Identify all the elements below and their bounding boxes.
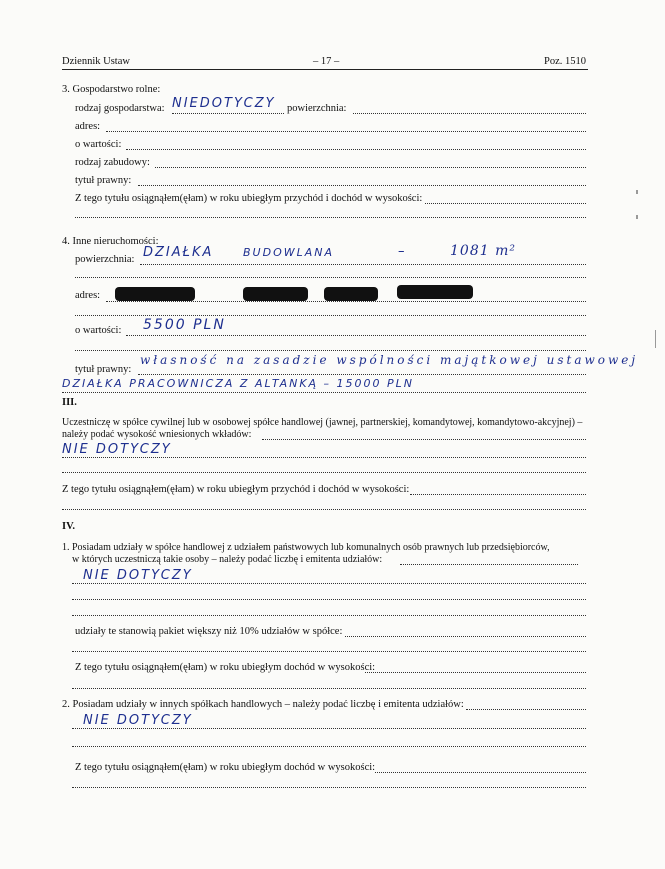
- farm-value-label: o wartości:: [75, 139, 122, 150]
- scan-mark: [655, 330, 656, 348]
- partnership-line: [262, 438, 586, 440]
- scan-mark: [636, 215, 638, 219]
- shares-2-value[interactable]: NIE DOTYCZY: [83, 713, 193, 728]
- farm-area-label: powierzchnia:: [287, 103, 347, 114]
- farm-type-value[interactable]: NIEDOTYCZY: [172, 96, 276, 111]
- shares-2-income-line-2[interactable]: [72, 786, 586, 788]
- property-extra-underline: [62, 391, 586, 393]
- property-area-value-1[interactable]: DZIAŁKA: [143, 245, 214, 260]
- property-title-line: [138, 373, 586, 375]
- redaction-block: [324, 287, 378, 301]
- redaction-block: [243, 287, 308, 301]
- property-area-value-3[interactable]: 1081 m²: [450, 243, 516, 259]
- farm-income-line[interactable]: [425, 202, 586, 204]
- shares-1-value-line: [72, 582, 586, 584]
- shares-2-income-label: Z tego tytułu osiągnąłem(ęłam) w roku ubiegłym dochód w wysokości:: [75, 762, 376, 773]
- farm-type-label: rodzaj gospodarstwa:: [75, 103, 165, 114]
- farm-buildings-line[interactable]: [155, 166, 586, 168]
- shares-1-income-label: Z tego tytułu osiągnąłem(ęłam) w roku ubiegłym dochód w wysokości:: [75, 662, 376, 673]
- position-number: Poz. 1510: [544, 56, 586, 67]
- shares-package-label: udziały te stanowią pakiet większy niż 10% udziałów w spółce:: [75, 626, 343, 637]
- partnership-income-label: Z tego tytułu osiągnąłem(ęłam) w roku ubiegłym przychód i dochód w wysokości:: [62, 484, 410, 495]
- property-extra-line[interactable]: DZIAŁKA PRACOWNICZA Z ALTANKĄ – 15000 PLN: [62, 377, 415, 390]
- shares-2-value-line: [72, 727, 586, 729]
- shares-package-line-2[interactable]: [72, 650, 586, 652]
- property-address-line: [106, 300, 586, 302]
- property-address-label: adres:: [75, 290, 101, 301]
- farm-address-line[interactable]: [106, 130, 586, 132]
- partnership-text-2: należy podać wysokość wniesionych wkładów:: [62, 429, 252, 440]
- section-3-title: 3. Gospodarstwo rolne:: [62, 84, 161, 95]
- shares-2-line: [466, 708, 586, 710]
- shares-2-income-line[interactable]: [375, 771, 586, 773]
- property-value-line-2[interactable]: [75, 349, 586, 351]
- partnership-line-2[interactable]: [62, 471, 586, 473]
- property-area-label: powierzchnia:: [75, 254, 135, 265]
- property-value-line: [126, 334, 586, 336]
- partnership-income-line[interactable]: [410, 493, 586, 495]
- farm-address-label: adres:: [75, 121, 101, 132]
- shares-1-line-2[interactable]: [72, 598, 586, 600]
- partnership-income-line-2[interactable]: [62, 508, 586, 510]
- journal-title: Dziennik Ustaw: [62, 56, 130, 67]
- shares-1-text-2: w których uczestniczą takie osoby – należy podać liczbę i emitenta udziałów:: [72, 554, 383, 565]
- page-number: – 17 –: [313, 56, 340, 67]
- farm-area-line[interactable]: [353, 112, 586, 114]
- property-area-line: [140, 263, 586, 265]
- shares-1-line: [400, 563, 578, 565]
- section-iii-heading: III.: [62, 397, 77, 408]
- shares-2-line-2[interactable]: [72, 745, 586, 747]
- property-area-value-2[interactable]: BUDOWLANA: [243, 246, 335, 259]
- section-iv-heading: IV.: [62, 521, 75, 532]
- farm-title-label: tytuł prawny:: [75, 175, 132, 186]
- shares-1-line-3[interactable]: [72, 614, 586, 616]
- property-value-value[interactable]: 5500 PLN: [143, 317, 226, 333]
- section-4-title: 4. Inne nieruchomości:: [62, 236, 159, 247]
- header-rule: [62, 69, 588, 70]
- scan-mark: [636, 190, 638, 194]
- shares-1-value[interactable]: NIE DOTYCZY: [83, 568, 193, 583]
- farm-title-line[interactable]: [138, 184, 586, 186]
- shares-1-income-line-2[interactable]: [72, 687, 586, 689]
- property-title-value[interactable]: własność na zasadzie wspólności majątkowej ustawowej: [140, 353, 639, 367]
- redaction-block: [397, 285, 473, 299]
- shares-1-text-1: 1. Posiadam udziały w spółce handlowej z udziałem państwowych lub komunalnych osób prawnych lub przedsiębiorców,: [62, 542, 550, 553]
- partnership-value-line: [62, 456, 586, 458]
- partnership-value[interactable]: NIE DOTYCZY: [62, 442, 172, 457]
- redaction-block: [115, 287, 195, 301]
- farm-buildings-label: rodzaj zabudowy:: [75, 157, 150, 168]
- shares-1-income-line[interactable]: [365, 671, 586, 673]
- shares-2-text: 2. Posiadam udziały w innych spółkach handlowych – należy podać liczbę i emitenta udziałów:: [62, 699, 464, 710]
- property-value-label: o wartości:: [75, 325, 122, 336]
- farm-income-line-2[interactable]: [75, 216, 586, 218]
- farm-income-label: Z tego tytułu osiągnąłem(ęłam) w roku ubiegłym przychód i dochód w wysokości:: [75, 193, 423, 204]
- property-area-line-2[interactable]: [75, 276, 586, 278]
- farm-type-line: [172, 112, 284, 114]
- property-area-dash: –: [398, 244, 407, 259]
- property-title-label: tytuł prawny:: [75, 364, 132, 375]
- farm-value-line[interactable]: [126, 148, 586, 150]
- partnership-text-1: Uczestniczę w spółce cywilnej lub w osobowej spółce handlowej (jawnej, partnerskiej, komandytowej, komandytowo-akcyjnej) –: [62, 417, 583, 428]
- property-address-line-2[interactable]: [75, 314, 586, 316]
- shares-package-line[interactable]: [345, 635, 586, 637]
